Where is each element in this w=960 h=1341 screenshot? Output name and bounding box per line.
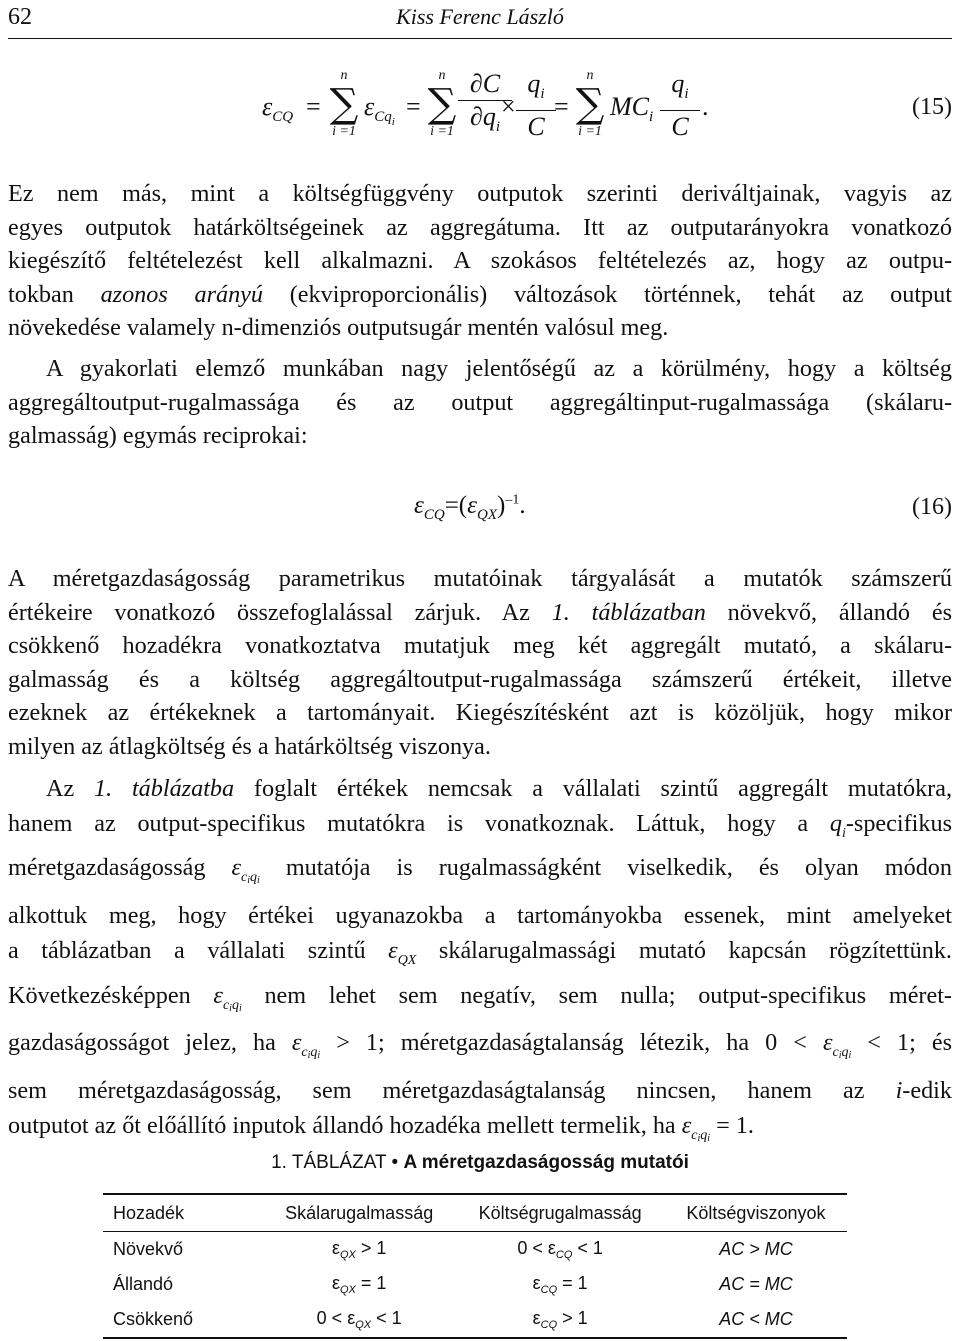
- scale-economy-table: [103, 1193, 847, 1339]
- table-cell: $0 < \varepsilon_{QX} < 1$: [263, 1302, 455, 1338]
- paragraph-2: [8, 352, 952, 453]
- eq15-sum-2: n ∑ i =1: [427, 68, 457, 139]
- eq15-lhs: $\varepsilon_{CQ}$: [262, 92, 294, 125]
- equation-16: [0, 486, 960, 536]
- text-line: csökkenő hozadékra vonatkoztatva mutatjuk meg két aggregált mutató, a skálaru-: [8, 632, 952, 659]
- text-line: milyen az átlagköltség és a határköltség viszonya.: [8, 732, 491, 760]
- equation-number-16: (16): [912, 494, 952, 520]
- table-caption-prefix: 1. TÁBLÁZAT •: [271, 1152, 404, 1173]
- text-line: alkottuk meg, hogy értékei ugyanazokba a tartományokba essenek, mint amelyeket: [8, 902, 952, 930]
- eq15-equals-1: =: [306, 92, 321, 121]
- text-line: kiegészítő feltételezést kell alkalmazni. A szokásos feltételezés az, hogy az outpu-: [8, 247, 952, 274]
- table-cell: $\varepsilon_{QX} > 1$: [331, 1238, 387, 1261]
- text-line: értékeire vonatkozó összefoglalással zárjuk. Az 1. táblázatban növekvő, állandó és: [8, 598, 953, 626]
- text-line: ezeknek az értékeknek a tartományait. Kiegészítésként azt is közöljük, hogy mikor: [8, 699, 952, 726]
- table-cell: Növekvő: [113, 1239, 184, 1259]
- eq15-sum-1: n ∑ i =1: [329, 68, 359, 139]
- eq15-mc: $MC_i$: [610, 92, 654, 125]
- text-line: egyes outputok határköltségeinek az aggregátuma. Itt az outputarányokra vonatkozó: [8, 213, 952, 241]
- table-cell: $\varepsilon_{QX} = 1$: [331, 1273, 387, 1296]
- table-cell: AC = MC: [719, 1274, 793, 1294]
- paragraph-4: [8, 772, 952, 1156]
- table-row: [103, 1232, 847, 1268]
- table-caption: [0, 1152, 960, 1174]
- page-header: [0, 0, 960, 40]
- paragraph-3: [8, 562, 952, 763]
- table-cell: Állandó: [113, 1274, 174, 1294]
- eq15-fraction-dC-dq: $\frac{\partial C}{\partial q_i}$: [458, 68, 512, 143]
- text-line: aggregáltoutput-rugalmassága és az output aggregáltinput-rugalmassága (skálaru-: [8, 388, 952, 416]
- eq15-equals-2: =: [406, 92, 421, 121]
- eq15-term1: $\varepsilon_{Cq_i}$: [364, 92, 395, 128]
- eq15-sum-3: n ∑ i =1: [575, 68, 605, 139]
- text-line: Következésképpen $\varepsilon_{c_iq_i}$ nem lehet sem negatív, sem nulla; output-specifikus méret-: [8, 981, 952, 1014]
- text-line: növekedése valamely n-dimenziós outputsugár mentén valósul meg.: [8, 314, 669, 341]
- text-line: galmasság és a költség aggregáltoutput-rugalmassága számszerű értékeit, illetve: [8, 665, 952, 693]
- text-line: galmasság) egymás reciprokai:: [8, 422, 308, 449]
- table-cell: $0 < \varepsilon_{CQ} < 1$: [517, 1238, 603, 1261]
- eq15-times: ×: [501, 92, 516, 121]
- text-line: hanem az output-specifikus mutatókra is vonatkoznak. Láttuk, hogy a $q_i$-specifikus: [8, 809, 952, 841]
- column-header: Költségrugalmasság: [455, 1194, 665, 1232]
- table-cell: AC < MC: [665, 1302, 847, 1338]
- table-cell: AC > MC: [719, 1239, 793, 1259]
- table-cell: $\varepsilon_{CQ} = 1$: [532, 1273, 588, 1296]
- text-line: outputot az őt előállító inputok állandó hozadéka mellett termelik, ha $\varepsilon_{c_iq_i} = 1$.: [8, 1111, 754, 1144]
- table-cell: Csökkenő: [103, 1302, 263, 1338]
- text-line: tokban azonos arányú (ekviproporcionális) változások történnek, tehát az output: [8, 280, 952, 308]
- text-line: Ez nem más, mint a költségfüggvény outputok szerinti deriváltjainak, vagyis az: [8, 180, 952, 207]
- table-row: [103, 1302, 847, 1338]
- text-line: a táblázatban a vállalati szintű $\varepsilon_{QX}$ skálarugalmassági mutató kapcsán rögzítettünk.: [8, 936, 952, 968]
- paragraph-1: [8, 177, 952, 345]
- text-line: méretgazdaságosság $\varepsilon_{c_iq_i}$ mutatója is rugalmasságként viselkedik, és olyan módon: [8, 854, 952, 887]
- eq15-equals-3: =: [554, 92, 569, 121]
- text-line: sem méretgazdaságosság, sem méretgazdaságtalanság nincsen, hanem az i-edik: [8, 1076, 952, 1104]
- header-rule: [8, 38, 952, 39]
- text-line: gazdaságosságot jelez, ha $\varepsilon_{c_iq_i} > 1$; méretgazdaságtalanság létezik, ha $0 < \varepsilon_{c_iq_i} < 1$; és: [8, 1029, 952, 1062]
- column-header: Költségviszonyok: [665, 1194, 847, 1232]
- page-number: 62: [8, 4, 32, 30]
- column-header: Hozadék: [103, 1194, 263, 1232]
- table-header-row: [103, 1194, 847, 1232]
- column-header: Skálarugalmasság: [263, 1194, 455, 1232]
- eq16-body: $\varepsilon_{CQ}=(\varepsilon_{QX})^{-1}$.: [414, 492, 526, 523]
- eq15-fraction-q-C: $\frac{q_i}{C}$: [516, 68, 556, 143]
- text-line: Az 1. táblázatba foglalt értékek nemcsak a vállalati szintű aggregált mutatókra,: [46, 775, 953, 802]
- text-line: A gyakorlati elemző munkában nagy jelentőségű az a körülmény, hogy a költség: [46, 355, 952, 382]
- running-title: Kiss Ferenc László: [396, 4, 564, 29]
- table-caption-title: A méretgazdaságosság mutatói: [403, 1152, 689, 1173]
- table-row: [103, 1267, 847, 1302]
- eq15-fraction-q-C-2: $\frac{q_i}{C}$: [660, 68, 700, 143]
- table-cell: $\varepsilon_{CQ} > 1$: [455, 1302, 665, 1338]
- equation-15: [0, 62, 960, 162]
- eq15-period: .: [702, 92, 709, 121]
- text-line: A méretgazdaságosság parametrikus mutatóinak tárgyalását a mutatók számszerű: [8, 565, 952, 592]
- equation-number-15: (15): [912, 94, 952, 120]
